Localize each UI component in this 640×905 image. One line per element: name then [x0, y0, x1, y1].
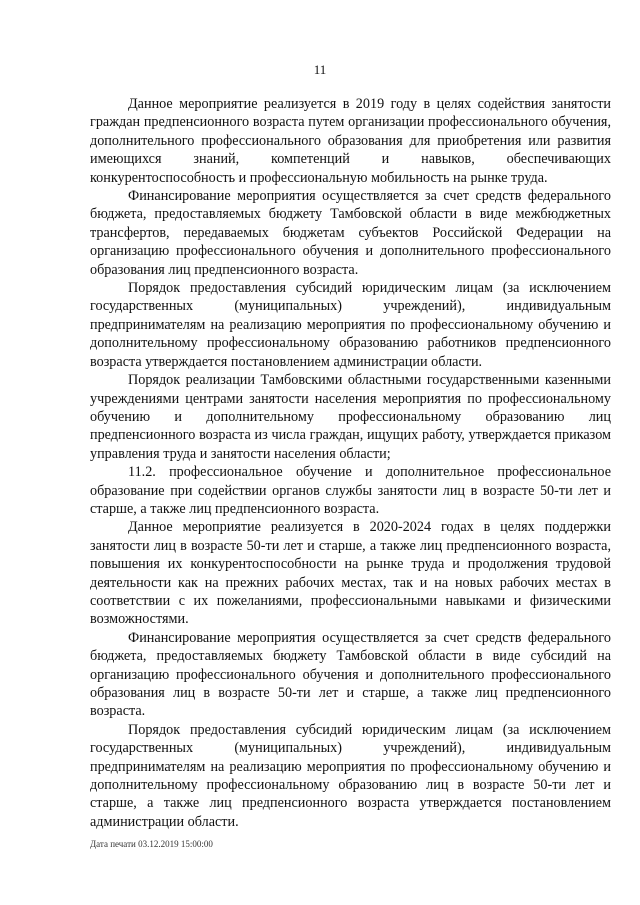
document-body: [90, 95, 611, 831]
paragraph-8: Порядок предоставления субсидий юридическим лицам (за исключением государственных (муниципальных) учреждений), индивидуальным предпринимателям на реализацию мероприятия по профессиональному обучению и дополнительному профессиональному образованию лиц в возрасте 50-ти лет и старше, а также лиц предпенсионного возраста утверждается постановлением администрации области.: [90, 721, 611, 830]
paragraph-3: Порядок предоставления субсидий юридическим лицам (за исключением государственных (муниципальных) учреждений), индивидуальным предпринимателям на реализацию мероприятия по профессиональному обучению и дополнительному профессиональному образованию работников предпенсионного возраста утверждается постановлением администрации области.: [90, 280, 611, 370]
paragraph-4: Порядок реализации Тамбовскими областными государственными казенными учреждениями центрами занятости населения мероприятия по профессиональному обучению и дополнительному профессиональному образованию лиц предпенсионного возраста из числа граждан, ищущих работу, утверждается приказом управления труда и занятости населения области;: [90, 372, 611, 462]
paragraph-7: Финансирование мероприятия осуществляется за счет средств федерального бюджета, предоставляемых бюджету Тамбовской области в виде субсидий на организацию профессионального обучения и дополнительного профессионального образования лиц в возрасте 50-ти лет и старше, а также лиц предпенсионного возраста.: [90, 629, 611, 720]
print-date-footer: Дата печати 03.12.2019 15:00:00: [90, 839, 213, 849]
paragraph-6: Данное мероприятие реализуется в 2020-2024 годах в целях поддержки занятости лиц в возрасте 50-ти лет и старше, а также лиц предпенсионного возраста, повышения их конкурентоспособности на рынке труда и продолжения трудовой деятельности как на прежних рабочих местах, так и на новых рабочих местах в соответствии с их пожеланиями, профессиональными навыками и физическими возможностями.: [90, 519, 611, 628]
page-number: 11: [313, 62, 327, 77]
paragraph-5: 11.2. профессиональное обучение и дополнительное профессиональное образование при содействии органов службы занятости лиц в возрасте 50-ти лет и старше, а также лиц предпенсионного возраста.: [90, 464, 611, 517]
paragraph-1: Данное мероприятие реализуется в 2019 году в целях содействия занятости граждан предпенсионного возраста путем организации профессионального обучения, дополнительного профессионального образования для приобретения или развития имеющихся знаний, компетенций и навыков, обеспечивающих конкурентоспособность и профессиональную мобильность на рынке труда.: [90, 96, 611, 186]
paragraph-2: Финансирование мероприятия осуществляется за счет средств федерального бюджета, предоставляемых бюджету Тамбовской области в виде межбюджетных трансфертов, передаваемых бюджетам субъектов Российской Федерации на организацию профессионального обучения и дополнительного профессионального образования лиц предпенсионного возраста.: [90, 188, 611, 278]
